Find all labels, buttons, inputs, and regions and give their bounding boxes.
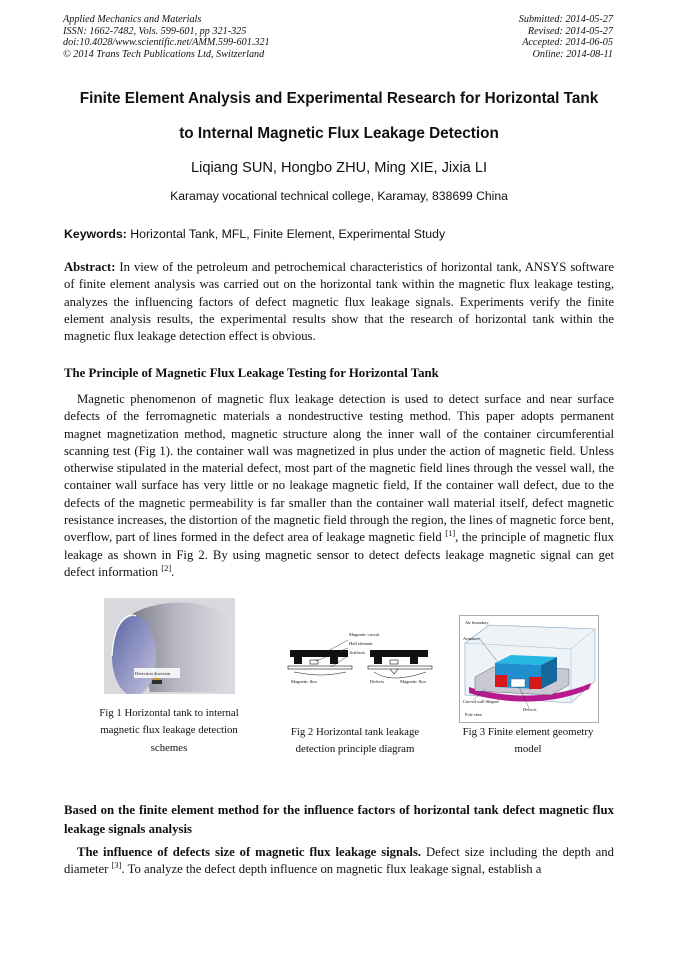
caption-line: Fig 2 Horizontal tank leakage [290,726,420,738]
fig3-pole-shoe-label: Pole shoe [465,712,482,717]
author-list: Liqiang SUN, Hongbo ZHU, Ming XIE, Jixia LI [190,160,488,176]
fig1-detection-label: Detection direction [135,671,171,676]
citation-ref: [1] [445,528,456,539]
body-text: Magnetic phenomenon of magnetic flux leakage detection is used to detect surface and near surface defects of the ferromagnetic materials a nondestructive testing method. This paper adopts permanent magnet magnetization method, magnetic structure along the inner wall of the container circumferential scanning test (Fig 1). the container wall was magnetized in plus under the action of magnetic field. Unless otherwise stipulated in the material defect, most part of the magnetic field lines through the vessel wall, the container wall surface has very little or no leakage magnetic field, If the container wall defect, due to the defects of the magnetic permeability is far smaller than the container wall material itself, defect magnetic resistance increases, the distortion of the magnetic field through the region, the lines of magnetic force bent, overflow, part of lines formed in the defect area of leakage magnetic field [64,392,614,545]
journal-name: Applied Mechanics and Materials [63,14,202,25]
section-heading-fem: Based on the finite element method for the influence factors of horizontal tank defect magnetic flux leakage signals analysis [64,803,614,836]
body-text: . To analyze the defect depth influence on magnetic flux leakage signal, establish a [121,862,542,877]
fig2-magnetic-flux-right-label: Magnetic flux [400,679,426,684]
fig3-armature-label: Armature [463,636,480,641]
body-text: . [171,564,175,579]
figure-1-tank-image [104,598,235,694]
fig2-artifacts-label: Artifacts [349,650,366,655]
revised-date: Revised: 2014-05-27 [527,25,613,37]
keywords [64,227,614,241]
fig3-curved-wall-label: Curved wall Shaped [463,699,499,704]
caption-line: Fig 1 Horizontal tank to internal [99,707,239,719]
caption-line: Fig 3 Finite element geometry [462,726,594,738]
submitted-date: Submitted: 2014-05-27 [518,14,613,25]
citation-ref: [3] [111,860,122,871]
fig2-hall-element-label: Hall element [349,641,373,646]
accepted-date: Accepted: 2014-06-05 [522,37,613,49]
fig2-magnetic-circuit-label: Magnetic circuit [349,632,380,637]
fig3-defects-label: Defects [523,707,537,712]
paper-title-line-1: Finite Element Analysis and Experimental Research for Horizontal Tank [79,90,599,107]
keywords-label: Keywords: [64,227,127,241]
caption-line: schemes [150,741,188,754]
copyright-line: © 2014 Trans Tech Publications Ltd, Switzerland [63,48,265,60]
body-text: , the principle of magnetic flux leakage as shown in Fig 2. By using magnetic sensor to detect defects leakage magnetic signal can get defect information [64,530,614,579]
fig2-magnetic-flux-left-label: Magnetic flux [291,679,317,684]
fig3-air-boundary-label: Air boundary [465,620,489,625]
caption-line: detection principle diagram [295,743,415,756]
figure-1-caption [84,705,254,757]
subsection-heading-defect-size: The influence of defects size of magnetic flux leakage signals. [77,845,422,859]
keywords-text: Horizontal Tank, MFL, Finite Element, Experimental Study [126,227,446,241]
journal-info [63,14,270,60]
figure-3-caption [450,724,606,759]
citation-ref: [2] [161,562,172,573]
fig2-defects-label: Defects [370,679,385,684]
abstract-label: Abstract: [64,260,116,274]
issn-line: ISSN: 1662-7482, Vols. 599-601, pp 321-325 [63,25,247,37]
doi-line: doi:10.4028/www.scientific.net/AMM.599-601.321 [63,37,270,49]
abstract [64,259,614,345]
section-fem-body [64,844,614,879]
caption-line: model [514,743,542,756]
online-date: Online: 2014-08-11 [532,48,613,60]
paper-title-line-2: to Internal Magnetic Flux Leakage Detection [179,125,499,142]
figure-2-principle-diagram [286,630,436,688]
figure-2-caption [275,724,435,759]
figure-3-fe-geometry-model [459,615,599,723]
caption-line: magnetic flux leakage detection [100,724,238,737]
abstract-text: In view of the petroleum and petrochemical characteristics of horizontal tank, ANSYS software of finite element analysis was carried out on the horizontal tank within the magnetic flux leakage testing, analyzes the influencing factors of defect magnetic flux leakage signals. Experiments verify the finite element analysis results, the experimental results show that the research of horizontal tank within the magnetic flux leakage detection effect is obvious. [64,260,614,344]
section-heading-principle: The Principle of Magnetic Flux Leakage Testing for Horizontal Tank [64,366,439,380]
affiliation: Karamay vocational technical college, Karamay, 838699 China [170,189,508,203]
submission-dates [519,14,613,60]
body-text: Defect size including the depth and diameter [64,845,614,877]
section-principle-body [64,391,614,581]
